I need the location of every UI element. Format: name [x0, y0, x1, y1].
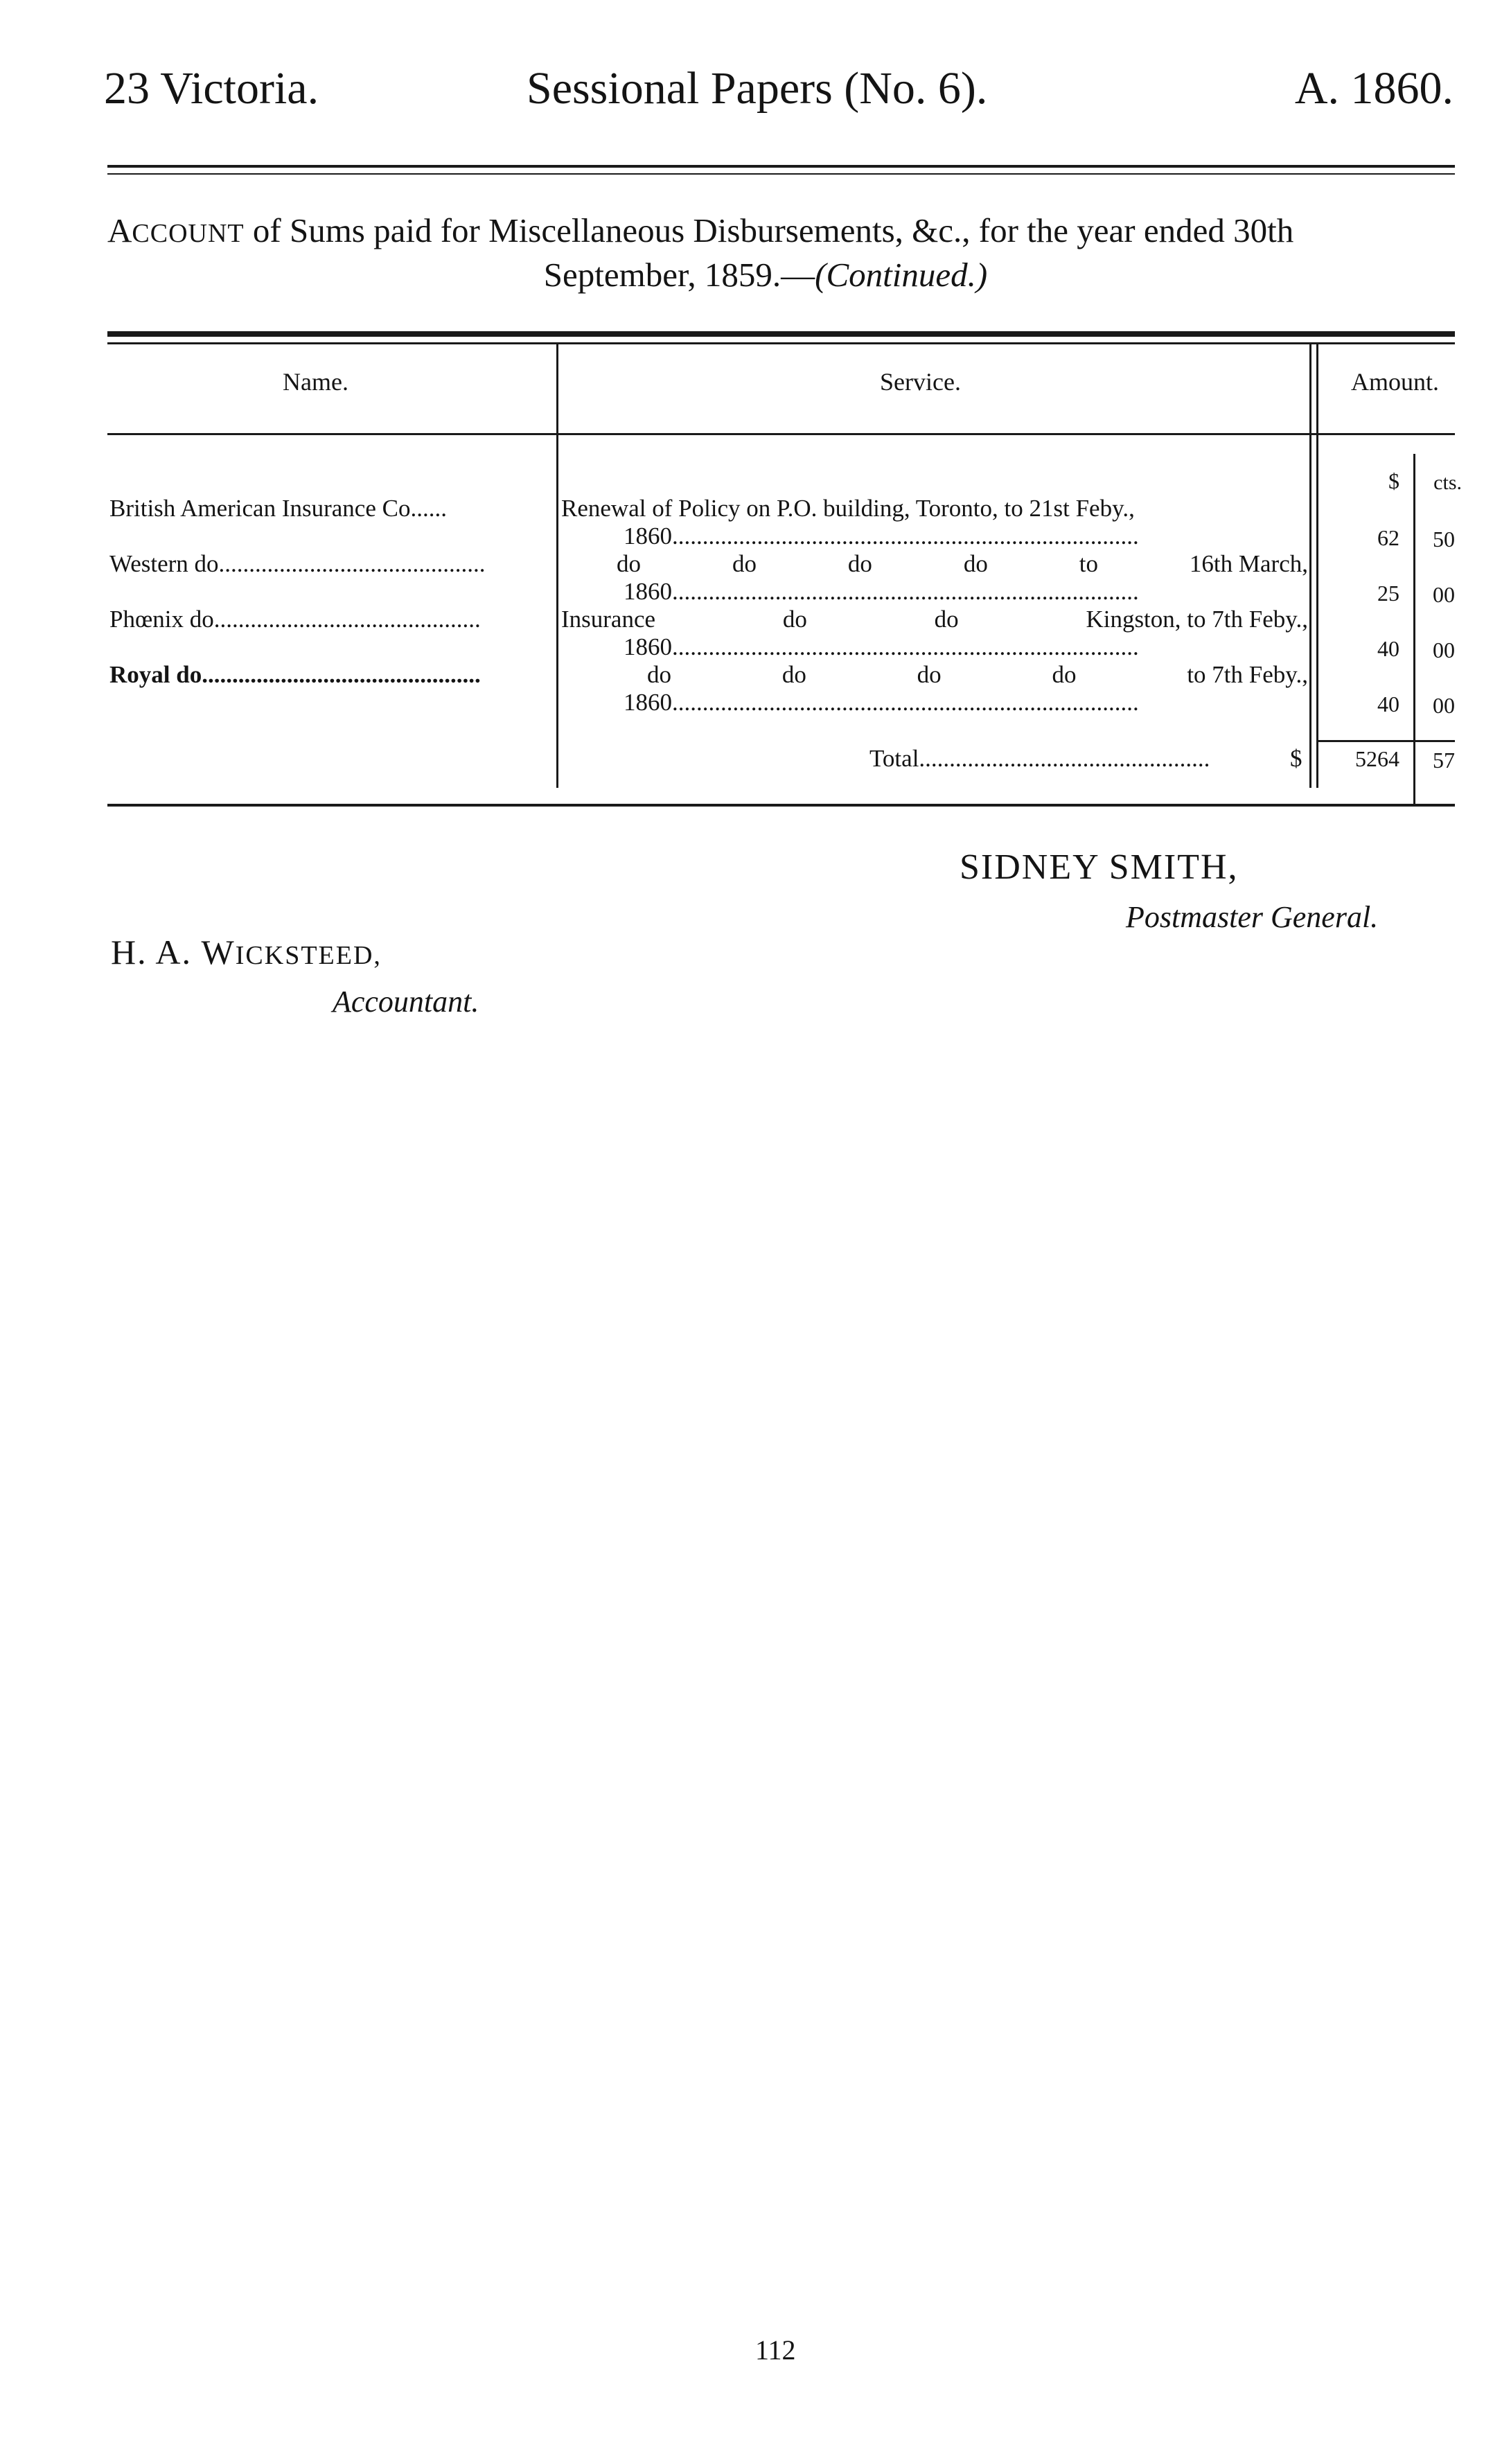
row-4-service-line1: [561, 661, 1308, 689]
title-continued: (Continued.): [815, 256, 988, 294]
total-label: Total................................................: [869, 745, 1210, 772]
row-3-service-do-2: do: [934, 606, 959, 633]
row-2-service-to: to: [1079, 550, 1098, 577]
row-2-cents: 00: [1433, 582, 1455, 607]
dollars-symbol-header: $: [1388, 468, 1399, 493]
header-session: 23 Victoria.: [104, 63, 319, 114]
total-dollars: 5264: [1355, 746, 1399, 771]
divider-service-amount-b: [1316, 344, 1318, 788]
cents-header: cts.: [1433, 471, 1462, 494]
row-4-service-do-2: do: [781, 661, 806, 688]
row-4-service-do-4: do: [1052, 661, 1077, 688]
row-4-service: [561, 661, 1308, 716]
row-3-service-line1: [561, 606, 1308, 633]
header-rule-top: [107, 165, 1455, 168]
postmaster-title: Postmaster General.: [1126, 900, 1379, 934]
row-3-service-insurance: Insurance: [561, 606, 656, 633]
row-2-service-do-1: do: [617, 550, 641, 577]
row-3-name: Phœnix do............................................: [109, 606, 481, 633]
total-cents: 57: [1433, 748, 1455, 773]
row-1-name: British American Insurance Co......: [109, 495, 447, 522]
row-1-service-text: Renewal of Policy on P.O. building, Toronto, to 21st Feby.,: [561, 495, 1135, 522]
column-header-service: Service.: [880, 368, 961, 396]
row-3-cents: 00: [1433, 637, 1455, 662]
row-4-name: Royal do..............................................: [109, 661, 481, 688]
title-line2-text: September, 1859.—: [543, 256, 815, 294]
title-smallcaps: CCOUNT: [132, 219, 245, 248]
header-year: A. 1860.: [1294, 63, 1454, 114]
row-1-cents: 50: [1433, 527, 1455, 552]
row-3-dollars: 40: [1377, 636, 1399, 661]
row-3-service: [561, 606, 1308, 661]
document-title: [107, 210, 1465, 296]
row-4-dollars: 40: [1377, 692, 1399, 716]
title-line-1: [107, 210, 1465, 254]
accountant-surname-smallcaps: ICKSTEED,: [235, 941, 382, 970]
row-4-service-do-3: do: [917, 661, 942, 688]
row-1-dollars: 62: [1377, 525, 1399, 550]
total-top-rule: [1318, 740, 1455, 742]
row-3-service-do-1: do: [782, 606, 807, 633]
divider-dollars-cents: [1413, 454, 1415, 804]
row-4-cents: 00: [1433, 693, 1455, 718]
table-bottom-rule: [107, 804, 1455, 807]
page-number: 112: [755, 2334, 796, 2366]
total-currency: $: [1290, 745, 1302, 772]
row-2-service-do-3: do: [847, 550, 872, 577]
row-2-service-line2: 1860.............................................................................: [624, 578, 1139, 605]
accountant-name: [111, 932, 382, 972]
row-3-service-place: Kingston, to 7th Feby.,: [1086, 606, 1308, 633]
row-2-service-date: 16th March,: [1189, 550, 1308, 577]
row-1-service-line2: 1860.............................................................................: [624, 522, 1139, 549]
row-4-service-date: to 7th Feby.,: [1187, 661, 1308, 688]
divider-name-service: [556, 344, 558, 788]
row-4-service-do-1: do: [647, 661, 671, 688]
row-2-service-line1: [561, 550, 1308, 578]
title-line-2: [107, 254, 1465, 296]
divider-service-amount-a: [1309, 344, 1311, 788]
table-header-rule: [107, 433, 1455, 435]
row-2-dollars: 25: [1377, 581, 1399, 606]
column-header-amount: Amount.: [1351, 368, 1440, 396]
row-1-service: [561, 495, 1308, 550]
header-paper-title: Sessional Papers (No. 6).: [527, 63, 988, 114]
row-1-service-line1: [561, 495, 1308, 522]
title-line1-text: of Sums paid for Miscellaneous Disbursements, &c., for the year ended 30th: [244, 211, 1294, 249]
row-2-service-do-2: do: [732, 550, 757, 577]
row-2-service-do-4: do: [963, 550, 988, 577]
postmaster-name: SIDNEY SMITH,: [960, 847, 1239, 887]
row-2-service: [561, 550, 1308, 606]
header-rule-bottom: [107, 173, 1455, 175]
row-4-service-line2: 1860.............................................................................: [624, 689, 1139, 716]
table-rule-top-thick: [107, 331, 1455, 337]
title-initial: A: [107, 211, 132, 249]
row-3-service-line2: 1860.............................................................................: [624, 633, 1139, 660]
table-rule-top-thin: [107, 342, 1455, 344]
column-header-name: Name.: [283, 368, 348, 396]
row-2-name: Western do............................................: [109, 550, 486, 577]
accountant-title: Accountant.: [333, 985, 479, 1019]
accountant-initials: H. A. W: [111, 933, 236, 971]
